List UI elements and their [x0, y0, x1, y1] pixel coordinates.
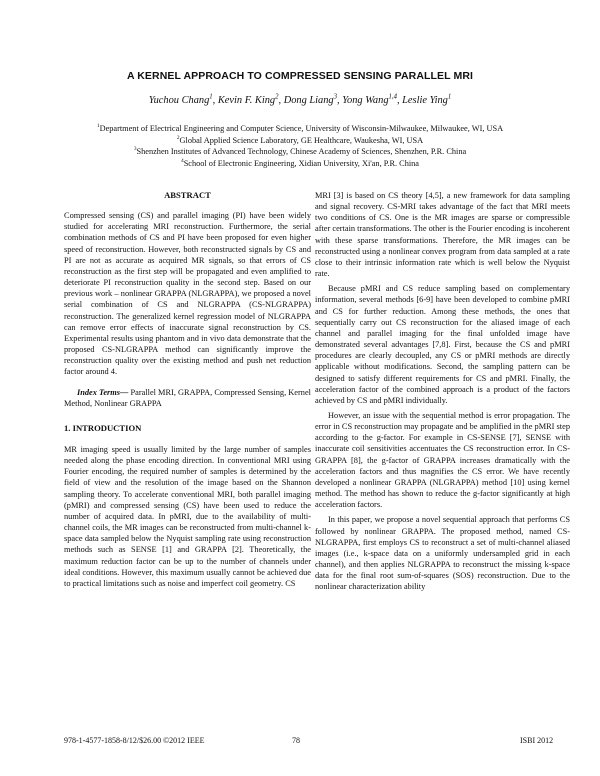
- conference-footer: ISBI 2012: [520, 736, 554, 745]
- author-name: Leslie Ying: [402, 95, 448, 106]
- author-affil-mark: 1,4: [388, 93, 397, 101]
- abstract-heading: ABSTRACT: [164, 190, 211, 200]
- index-terms-text: Parallel MRI, GRAPPA, Compressed Sensing, Kernel Method, Nonlinear GRAPPA: [64, 387, 311, 408]
- affiliation: $^3$Shenzhen Institutes of Advanced Technology, Chinese Academy of Sciences, Shenzhen, P.R. China: [133, 146, 467, 157]
- introduction-paragraph: MR imaging speed is usually limited by the large number of samples needed along the phase encoding direction. In conventional MRI using Fourier encoding, the required number of samples is determined by the field of view and the resolution of the image based on the Shannon sampling theory. To accelerate conventional MRI, both parallel imaging (pMRI) and compressed sensing (CS) have been used to reduce the number of acquired data. In pMRI, due to the availability of multi-channel coils, the MR images can be reconstructed from multi-channel k-space data sampled below the Nyquist sampling rate using reconstruction methods such as SENSE [1] and GRAPPA [2]. Theoretically, the maximum reduction factor can be up to the number of channels under ideal conditions. However, this maximum usually cannot be achieved due to practical limitations such as noise and imperfect coil geometry. CS: [64, 444, 311, 588]
- copyright-footer: 978-1-4577-1858-8/12/$26.00 ©2012 IEEE: [64, 736, 205, 745]
- author-name: Kevin F. King: [217, 95, 276, 106]
- author-affil-mark: 1: [447, 93, 452, 101]
- body-paragraph: In this paper, we propose a novel sequential approach that performs CS followed by nonlinear GRAPPA. The proposed method, named CS-NLGRAPPA, first employs CS to reconstruct a set of multi-channel aliased images (i.e., k-space data on a uniformly undersampled grid in each channel), and then applies NLGRAPPA to reconstruct the missing k-space data for the final root sum-of-squares (SOS) reconstruction. Due to the nonlinear characterization ability: [315, 515, 570, 592]
- paper-title: A KERNEL APPROACH TO COMPRESSED SENSING PARALLEL MRI: [126, 70, 474, 82]
- author-affil-mark: 2: [275, 93, 279, 101]
- author-name: Yong Wang: [342, 95, 389, 106]
- author-affil-mark: 1: [209, 93, 213, 101]
- affiliation: $^4$School of Electronic Engineering, Xidian University, Xi'an, P.R. China: [181, 158, 419, 168]
- body-paragraph: Because pMRI and CS reduce sampling based on complementary information, several methods [6-9] have been developed to combine pMRI and CS for further reduction. Among these methods, the ones that sequentially carry out CS reconstruction for the aliased image of each channel and parallel imaging for the final unfolded image have demonstrated several advantages [7,8]. First, because the CS and pMRI procedures are clearly decoupled, any CS or pMRI methods are directly applicable without modifications. Second, the sampling pattern can be designed to satisfy different requirements for CS and pMRI. Finally, the acceleration factor of the combined approach is a product of the factors achieved by CS and pMRI individually.: [315, 284, 570, 405]
- index-terms-label: Index Terms—: [77, 387, 129, 397]
- left-column: [64, 190, 311, 589]
- index-terms: [64, 387, 311, 409]
- author-affil-mark: 3: [333, 93, 338, 101]
- author-name: Yuchou Chang: [148, 95, 210, 106]
- affiliation: $^1$Department of Electrical Engineering and Computer Science, University of Wisconsin-Milwaukee, Milwaukee, WI, USA: [96, 123, 504, 133]
- affiliation: $^2$Global Applied Science Laboratory, GE Healthcare, Waukesha, WI, USA: [176, 134, 424, 145]
- page-number: 78: [292, 736, 300, 745]
- author-name: Dong Liang: [283, 95, 334, 106]
- author-list: Yuchou Chang$^1$, Kevin F. King$^2$, Dong Liang$^3$, Yong Wang$^{1,4}$, Leslie Ying$^1$: [148, 93, 452, 106]
- abstract-body: Compressed sensing (CS) and parallel imaging (PI) have been widely studied for accelerating MRI reconstruction. Furthermore, the serial combination methods of CS and PI have been proposed for even higher speed of reconstruction. However, both reconstructed signals by CS and PI are not as accurate as acquired MR signals, so that errors of CS reconstruction as the first step will be propagated and even amplified to deteriorate PI reconstruction quality in the second step. Based on our previous work – nonlinear GRAPPA (NLGRAPPA), we proposed a novel serial combination of CS and NLGRAPPA (CS-NLGRAPPA) reconstruction. The generalized kernel regression model of NLGRAPPA can remove error effects of inaccurate signal reconstruction by CS. Experimental results using phantom and in vivo data demonstrate that the proposed CS-NLGRAPPA method can significantly improve the reconstruction quality over the existing method and push net reduction factor around 4.: [64, 211, 311, 377]
- body-paragraph: However, an issue with the sequential method is error propagation. The error in CS reconstruction may propagate and be amplified in the pMRI step according to the g-factor. For example in CS-SENSE [7], SENSE with inaccurate coil sensitivities accentuates the CS reconstruction error. In CS-GRAPPA [8], the g-factor of GRAPPA increases dramatically with the acceleration factors and thus magnifies the CS error. We have recently developed a nonlinear GRAPPA (NLGRAPPA) method [10] using kernel method. The method has shown to reduce the g-factor significantly at high acceleration factors.: [315, 410, 570, 510]
- body-paragraph: MRI [3] is based on CS theory [4,5], a new framework for data sampling and signal recovery. CS-MRI takes advantage of the fact that MRI meets two conditions of CS. One is the MR images are sparse or compressible after certain transformations. The other is the Fourier encoding is incoherent with these sparse transformations. Therefore, the MR images can be reconstructed using a nonlinear convex program from data sampled at a rate close to their intrinsic information rate which is well below the Nyquist rate.: [315, 191, 570, 279]
- right-column: [315, 190, 570, 592]
- affiliation-list: [0, 123, 600, 169]
- introduction-heading: 1. INTRODUCTION: [64, 422, 142, 433]
